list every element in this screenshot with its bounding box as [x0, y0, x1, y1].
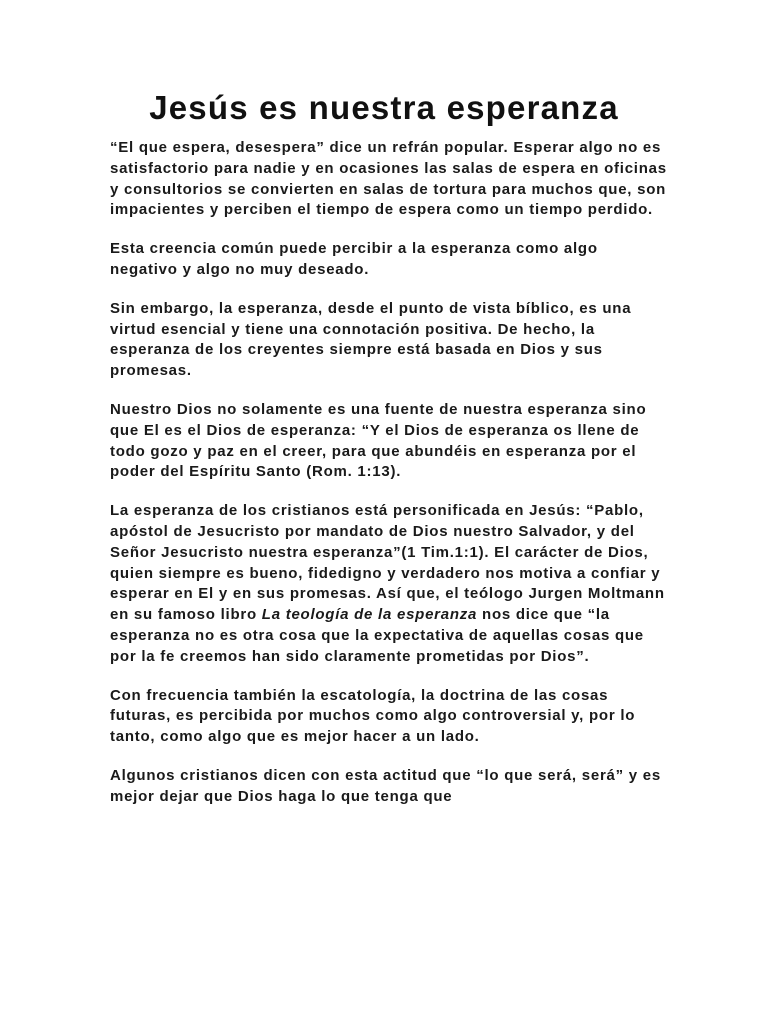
paragraph-6: Con frecuencia también la escatología, la doctrina de las cosas futuras, es percibida por muchos como algo controversial y, por lo tanto, como algo que es mejor hacer a un lado. [110, 686, 636, 746]
paragraph-7: Algunos cristianos dicen con esta actitud que “lo que será, será” y es mejor dejar que Dios haga lo que tenga que [110, 766, 661, 805]
paragraph-5-text-after: nos dice que “la esperanza no es otra cosa que la expectativa de aquellas cosas que por la fe creemos han sido claramente prometidas por Dios”. [110, 606, 644, 665]
page-title: Jesús es nuestra esperanza [149, 89, 619, 126]
paragraph-5 [110, 501, 670, 667]
paragraph-4: Nuestro Dios no solamente es una fuente de nuestra esperanza sino que El es el Dios de esperanza: “Y el Dios de esperanza os llene de todo gozo y paz en el creer, para que abundéis en esperanza por el poder del Espíritu Santo (Rom. 1:13). [110, 400, 647, 481]
paragraph-1: “El que espera, desespera” dice un refrán popular. Esperar algo no es satisfactorio para nadie y en ocasiones las salas de espera en oficinas y consultorios se convierten en salas de tortura para muchos que, son impacientes y perciben el tiempo de espera como un tiempo perdido. [110, 139, 667, 219]
paragraph-5-text-before: La esperanza de los cristianos está personificada en Jesús: “Pablo, apóstol de Jesucristo por mandato de Dios nuestro Salvador, y del Señor Jesucristo nuestra esperanza”(1 Tim.1:1). El carácter de Dios, quien siempre es bueno, fidedigno y verdadero nos motiva a confiar y esperar en El y en sus promesas. Así que, el teólogo Jurgen Moltmann en su famoso libro [110, 502, 665, 624]
paragraph-2: Esta creencia común puede percibir a la esperanza como algo negativo y algo no muy deseado. [110, 240, 598, 278]
document-body [110, 138, 670, 826]
paragraph-3: Sin embargo, la esperanza, desde el punto de vista bíblico, es una virtud esencial y tiene una connotación positiva. De hecho, la esperanza de los creyentes siempre está basada en Dios y sus promesas. [110, 299, 632, 380]
book-title: La teología de la esperanza [261, 606, 478, 624]
